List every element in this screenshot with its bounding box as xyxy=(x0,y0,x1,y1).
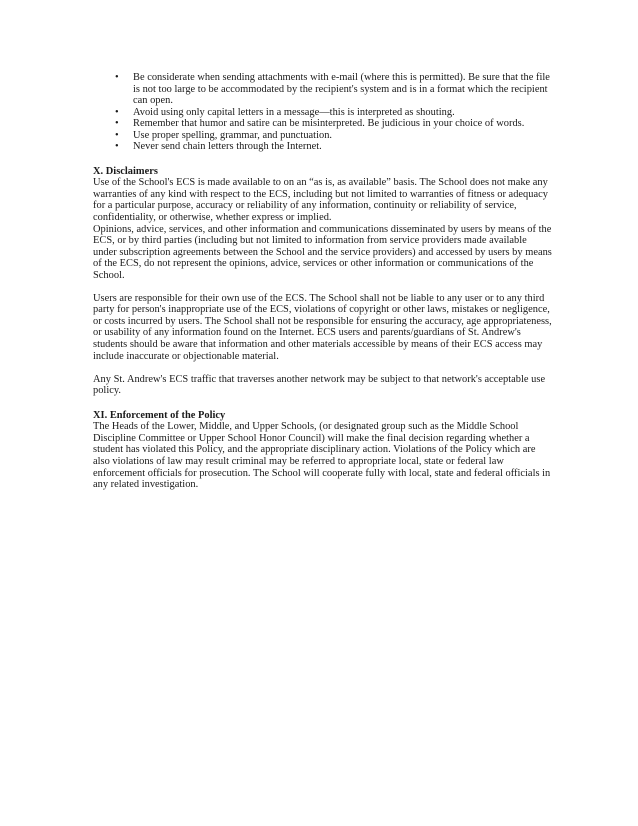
bullet-text: Remember that humor and satire can be misinterpreted. Be judicious in your choice of words. xyxy=(133,118,525,130)
bullet-text: Use proper spelling, grammar, and punctuation. xyxy=(133,129,333,141)
enforcement-paragraph: The Heads of the Lower, Middle, and Upper Schools, (or designated group such as the Middle School Discipline Committee or Upper School Honor Council) will make the final decision regarding whether a student has violated this Policy, and the appropriate disciplinary action. Violations of the Policy which are also violations of law may result criminal may be referred to appropriate local, state or federal law enforcement officials for prosecution. The School will cooperate fully with local, state and federal officials in any related investigation. xyxy=(93,421,551,491)
list-item xyxy=(93,118,553,130)
disclaimers-paragraph: Opinions, advice, services, and other information and communications disseminated by users by means of the ECS, or by third parties (including but not limited to information from service providers made available under subscription agreements between the School and the service providers) and accessed by users by means of the ECS, do not represent the opinions, advice, services or other information or communications of the School. xyxy=(93,223,552,281)
section-heading-enforcement: XI. Enforcement of the Policy xyxy=(93,409,226,421)
document-page xyxy=(93,72,553,491)
bullet-marker: • xyxy=(115,106,119,118)
list-item xyxy=(93,72,553,107)
list-item xyxy=(93,107,553,119)
bullet-text: Avoid using only capital letters in a message—this is interpreted as shouting. xyxy=(133,106,455,118)
etiquette-bullet-list xyxy=(93,72,553,153)
disclaimers-paragraph: Any St. Andrew's ECS traffic that traverses another network may be subject to that network's acceptable use policy. xyxy=(93,373,546,397)
disclaimers-paragraph: Use of the School's ECS is made available to on an “as is, as available” basis. The School does not make any warranties of any kind with respect to the ECS, including but not limited to warranties of fitness or adequacy for a particular purpose, accuracy or reliability of any information, continuity or reliability of service, confidentiality, or otherwise, whether express or implied. xyxy=(93,177,548,224)
list-item xyxy=(93,141,553,153)
bullet-text: Be considerate when sending attachments with e-mail (where this is permitted). Be sure that the file is not too large to be accommodated by the recipient's system and is in a format which the recipient can open. xyxy=(133,72,550,107)
list-item xyxy=(93,130,553,142)
bullet-marker: • xyxy=(115,129,119,141)
section-heading-disclaimers: X. Disclaimers xyxy=(93,165,158,177)
bullet-marker: • xyxy=(115,118,119,130)
disclaimers-section xyxy=(93,166,553,397)
bullet-text: Never send chain letters through the Internet. xyxy=(133,141,322,153)
disclaimers-paragraph: Users are responsible for their own use of the ECS. The School shall not be liable to any user or to any third party for person's inappropriate use of the ECS, violations of copyright or other laws, mistakes or negligence, or costs incurred by users. The School shall not be responsible for ensuring the accuracy, age appropriateness, or usability of any information found on the Internet. ECS users and parents/guardians of St. Andrew's students should be aware that information and other materials accessible by means of their ECS access may include inaccurate or objectionable material. xyxy=(93,292,552,362)
bullet-marker: • xyxy=(115,72,119,83)
enforcement-section xyxy=(93,410,553,491)
bullet-marker: • xyxy=(115,141,119,153)
